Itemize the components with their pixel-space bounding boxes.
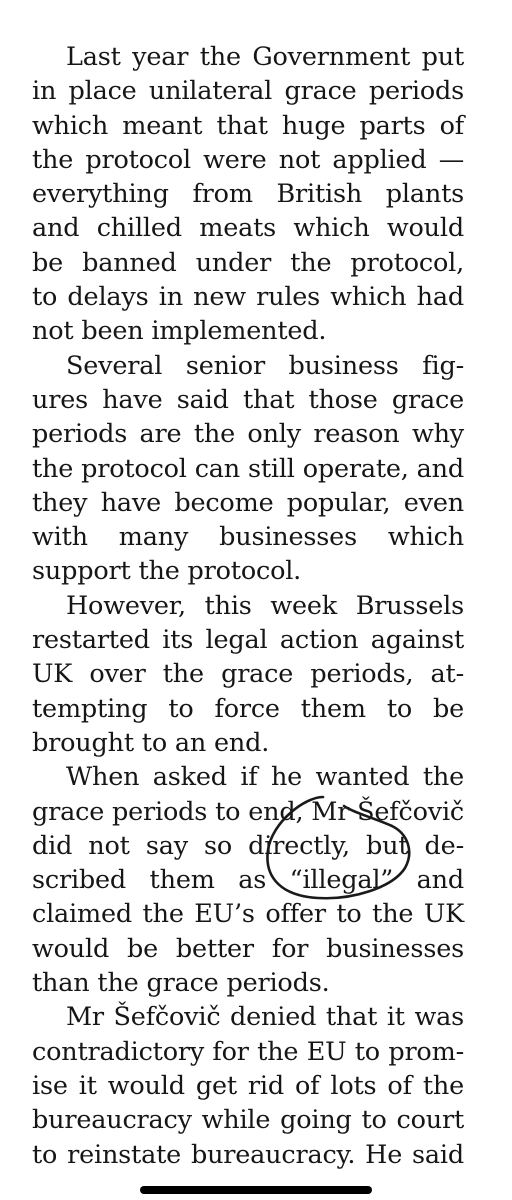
text-line: the protocol were not applied — (32, 144, 464, 175)
text-line: than the grace periods. (32, 968, 330, 999)
text-line: claimed the EU’s offer to the UK (32, 899, 464, 930)
article-column (32, 40, 464, 1172)
text-line: which meant that huge parts of (32, 110, 464, 141)
text-line: ise it would get rid of lots of the (32, 1070, 464, 1101)
text-line: to delays in new rules which had (32, 282, 464, 313)
text-line: bureaucracy while going to court (32, 1105, 464, 1136)
text-line: not been implemented. (32, 316, 327, 347)
text-line: Several senior business fig- (66, 350, 464, 381)
text-line: Last year the Government put (66, 42, 464, 72)
text-line: contradictory for the EU to prom- (32, 1036, 464, 1067)
text-line: tempting to force them to be (32, 693, 464, 724)
text-line: ures have said that those grace (32, 384, 464, 415)
text-line: scribed them as “illegal” and (32, 865, 464, 896)
text-line: the protocol can still operate, and (32, 453, 464, 484)
text-line: However, this week Brussels (66, 590, 464, 621)
text-line: support the protocol. (32, 556, 302, 587)
text-line: When asked if he wanted the (66, 762, 464, 793)
paragraph (32, 349, 464, 589)
text-line: UK over the grace periods, at- (32, 659, 464, 690)
text-line: and chilled meats which would (32, 213, 464, 244)
home-indicator-bar[interactable] (140, 1186, 372, 1194)
text-line: brought to an end. (32, 727, 270, 758)
text-line: periods are the only reason why (32, 419, 464, 450)
text-line: restarted its legal action against (32, 625, 464, 656)
text-line: grace periods to end, Mr Šefčovič (32, 796, 464, 827)
text-line: would be better for businesses (32, 933, 464, 964)
text-line: Mr Šefčovič denied that it was (66, 1002, 464, 1033)
text-line: be banned under the protocol, (32, 247, 464, 278)
text-line: in place unilateral grace periods (32, 76, 464, 107)
paragraph (32, 589, 464, 760)
text-line: they have become popular, even (32, 487, 464, 518)
text-line: did not say so directly, but de- (32, 830, 464, 861)
text-line: everything from British plants (32, 179, 464, 210)
paragraph (32, 760, 464, 1000)
text-line: with many businesses which (32, 522, 464, 553)
paragraph (32, 1000, 464, 1171)
text-line: to reinstate bureaucracy. He said (32, 1139, 464, 1170)
paragraph (32, 40, 464, 349)
